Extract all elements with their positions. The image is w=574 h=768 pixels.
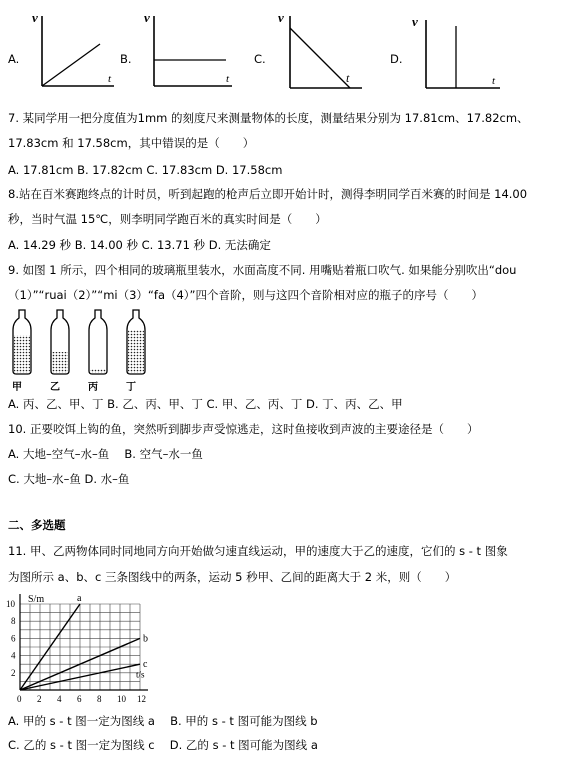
y-tick-label: 10 [6,599,15,609]
bottle-4 [127,310,145,374]
q10-options2: C. 大地–水–鱼 D. 水–鱼 [8,472,130,486]
chart-y-axis-label: S/m [28,594,45,605]
bottle-2 [51,310,69,374]
bottle-label-2: 乙 [50,382,60,393]
q10-options1: A. 大地–空气–水–鱼 B. 空气–水一鱼 [8,447,203,461]
x-tick-label: 0 [17,694,22,704]
vt-graph-c-t-label: t [346,71,350,85]
q11-options2: C. 乙的 s - t 图一定为图线 c D. 乙的 s - t 图可能为图线 a [8,738,318,752]
q9-options: A. 丙、乙、甲、丁 B. 乙、丙、甲、丁 C. 甲、乙、丙、丁 D. 丁、丙、乙、甲 [8,397,403,411]
q7-line2: 17.83cm 和 17.58cm，其中错误的是（ ） [8,136,255,150]
q9-line2: （1）”“ruai（2）”“mi（3）“fa（4）”四个音阶，则与这四个音阶相对应的瓶子的序号（ ） [8,288,484,302]
x-tick-label: 6 [77,694,82,704]
bottle-3 [89,310,107,374]
vt-graph-a-t-label: t [108,73,112,85]
vt-graph-d [408,6,508,96]
vt-graph-a [30,6,120,96]
chart-x-axis-label: t/s [136,669,145,680]
x-tick-label: 12 [137,694,146,704]
bottle-3-outline [89,310,107,374]
bottle-2-water [52,352,68,373]
section-title: 二、多选题 [8,518,66,532]
graph-option-c-label: C. [254,52,266,66]
graph-option-b-label: B. [120,52,132,66]
q8-line1: 8.站在百米赛跑终点的计时员，听到起跑的枪声后立即开始计时，测得李明同学百米赛的时间是 14.00 [8,187,528,201]
vt-graph-c [276,6,366,96]
vt-graph-c-line [290,28,350,88]
bottle-label-4: 丁 [126,382,136,393]
y-tick-label: 4 [11,650,16,661]
vt-graph-a-line [42,44,100,86]
x-tick-label: 2 [37,694,42,704]
q7-line1: 7. 某同学用一把分度值为1mm 的刻度尺来测量物体的长度，测量结果分别为 17.81cm、17.82cm、 [8,111,529,125]
vt-graph-d-t-label: t [492,75,496,87]
vt-graph-d-v-label: v [412,14,418,29]
y-tick-label: 6 [11,633,16,644]
y-tick-label: 8 [11,616,16,627]
q9-line1: 9. 如图 1 所示，四个相同的玻璃瓶里装水，水面高度不同. 用嘴贴着瓶口吹气. 如果能分别吹出“dou [8,263,517,277]
y-tick-label: 2 [11,667,16,678]
vt-graph-b-v-label: v [144,10,150,25]
bottle-4-water [128,330,144,373]
q11-options1: A. 甲的 s - t 图一定为图线 a B. 甲的 s - t 图可能为图线 b [8,714,318,728]
bottle-label-1: 甲 [12,382,22,393]
vt-graph-b-t-label: t [226,73,230,85]
vt-graph-a-v-label: v [32,10,38,25]
vt-graph-c-v-label: v [278,10,284,25]
q8-line2: 秒，当时气温 15℃，则李明同学跑百米的真实时间是（ ） [8,212,327,226]
bottle-1 [13,310,31,374]
x-tick-label: 10 [117,694,126,704]
series-c-label: c [143,659,148,671]
series-b-label: b [143,633,148,645]
bottle-1-water [14,335,30,373]
bottle-label-3: 丙 [88,382,98,393]
q8-options: A. 14.29 秒 B. 14.00 秒 C. 13.71 秒 D. 无法确定 [8,238,271,252]
graph-option-d-label: D. [390,52,403,66]
graph-option-a-label: A. [8,52,20,66]
q11-line2: 为图所示 a、b、c 三条图线中的两条，运动 5 秒甲、乙间的距离大于 2 米，则（ ） [8,570,457,584]
st-chart [0,590,160,710]
series-a-label: a [77,593,82,604]
q11-line1: 11. 甲、乙两物体同时同地同方向开始做匀速直线运动，甲的速度大于乙的速度，它们的 s - t 图象 [8,544,508,558]
q10-line1: 10. 正要咬饵上钩的鱼，突然听到脚步声受惊逃走，这时鱼接收到声波的主要途径是（ ） [8,422,479,436]
bottle-3-water [90,369,106,373]
x-tick-label: 8 [97,694,102,704]
x-tick-label: 4 [57,694,62,704]
q7-options: A. 17.81cm B. 17.82cm C. 17.83cm D. 17.58cm [8,163,283,177]
vt-graph-b [140,6,240,96]
